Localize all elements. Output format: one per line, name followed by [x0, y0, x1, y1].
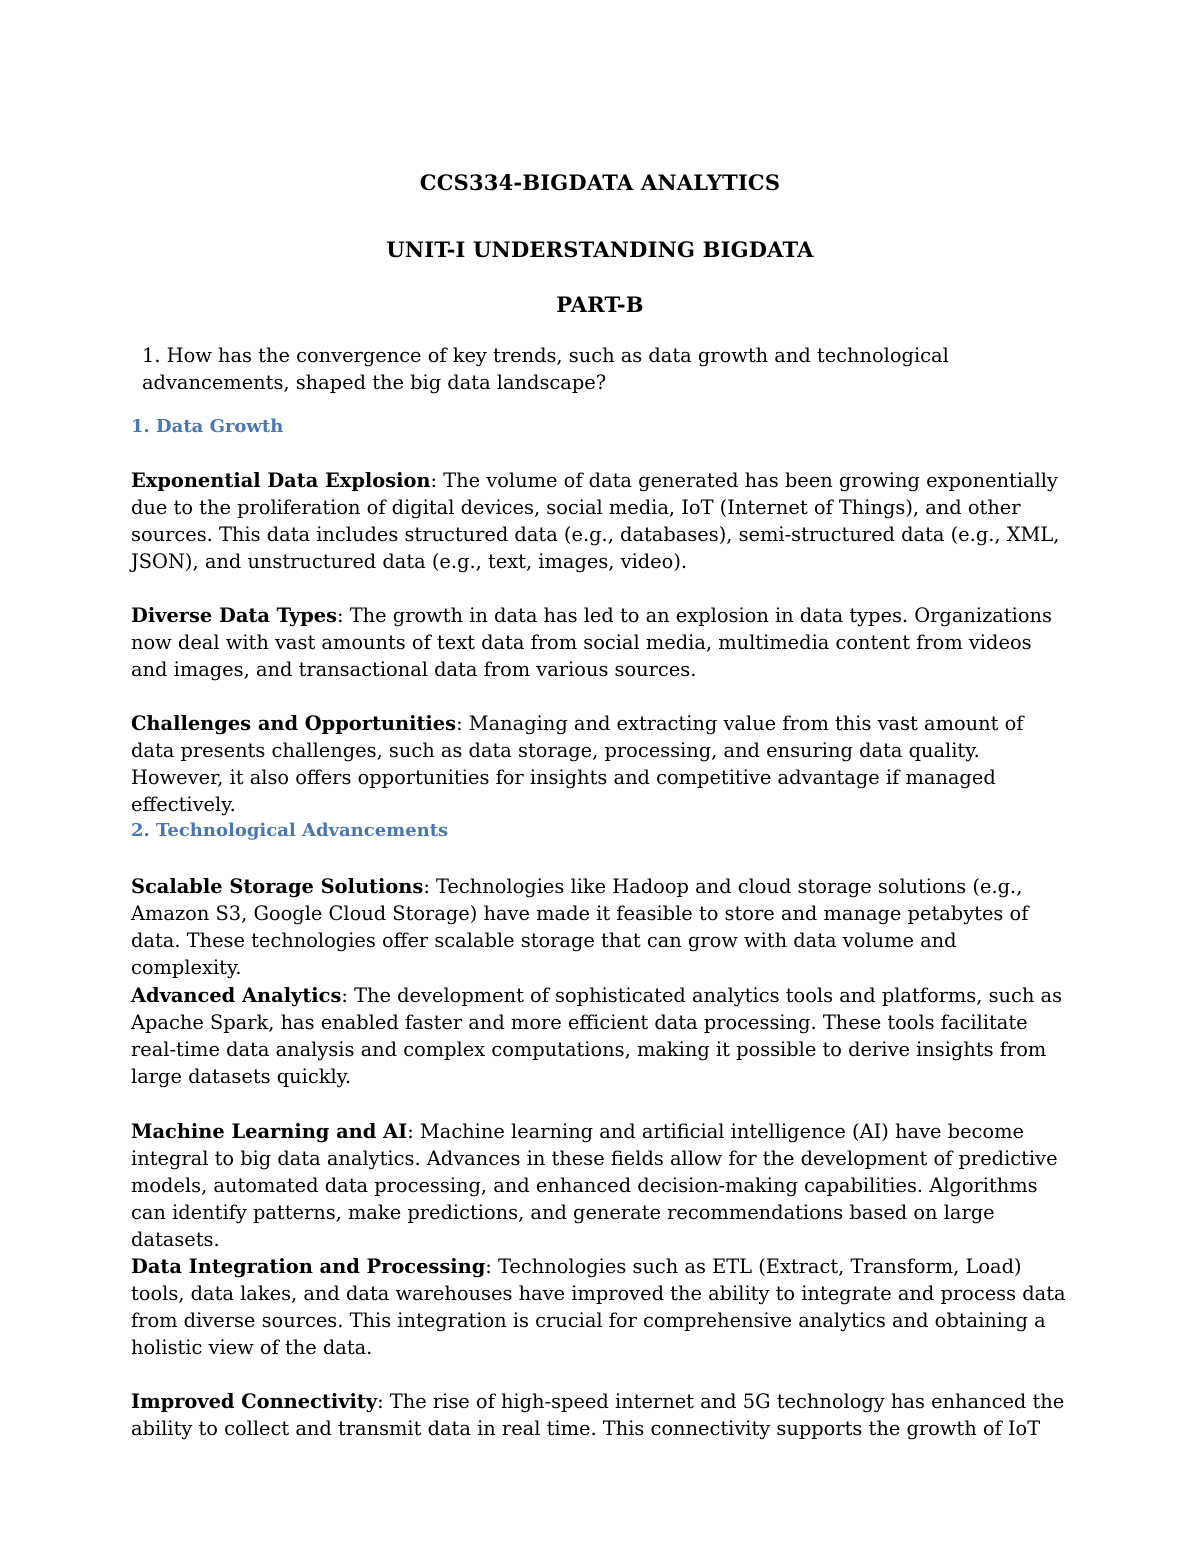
paragraph-machine-learning-and-ai: [131, 1118, 1071, 1253]
paragraph-body: : The development of sophisticated analytics tools and platforms, such as Apache Spark, has enabled faster and more efficient data processing. These tools facilitate real-time data analysis and complex computations, making it possible to derive insights from large datasets quickly.: [131, 984, 1063, 1088]
paragraph-body: : The growth in data has led to an explosion in data types. Organizations now deal with vast amounts of text data from social media, multimedia content from videos and images, and transactional data from various sources.: [131, 604, 1052, 681]
paragraph-data-integration-and-processing: [131, 1253, 1071, 1361]
course-title: CCS334-BIGDATA ANALYTICS: [419, 170, 781, 195]
part-heading: PART-B: [556, 292, 644, 317]
paragraph-body: : Technologies like Hadoop and cloud storage solutions (e.g., Amazon S3, Google Cloud Storage) have made it feasible to store and manage petabytes of data. These technologies offer scalable storage that can grow with data volume and complexity.: [131, 875, 1029, 979]
paragraph-term: Diverse Data Types: [131, 604, 338, 627]
paragraph-exponential-data-explosion: [131, 467, 1071, 575]
paragraph-body: : The volume of data generated has been growing exponentially due to the proliferation of digital devices, social media, IoT (Internet of Things), and other sources. This data includes structured data (e.g., databases), semi-structured data (e.g., XML, JSON), and unstructured data (e.g., text, images, video).: [131, 469, 1060, 573]
paragraph-diverse-data-types: [131, 602, 1071, 683]
paragraph-challenges-and-opportunities: [131, 710, 1071, 818]
paragraph-body: : Technologies such as ETL (Extract, Transform, Load) tools, data lakes, and data warehouses have improved the ability to integrate and process data from diverse sources. This integration is crucial for comprehensive analytics and obtaining a holistic view of the data.: [131, 1255, 1066, 1359]
unit-title: UNIT-I UNDERSTANDING BIGDATA: [386, 237, 814, 262]
paragraph-body: : The rise of high-speed internet and 5G technology has enhanced the ability to collect and transmit data in real time. This connectivity supports the growth of IoT: [131, 1390, 1065, 1440]
paragraph-term: Machine Learning and AI: [131, 1120, 408, 1143]
paragraph-term: Scalable Storage Solutions: [131, 875, 424, 898]
section-heading-technological-advancements: 2. Technological Advancements: [131, 820, 449, 841]
paragraph-advanced-analytics: [131, 982, 1071, 1090]
paragraph-term: Exponential Data Explosion: [131, 469, 431, 492]
question-text: 1. How has the convergence of key trends, such as data growth and technological advancements, shaped the big data landscape?: [142, 344, 949, 394]
paragraph-body: : Managing and extracting value from this vast amount of data presents challenges, such as data storage, processing, and ensuring data quality. However, it also offers opportunities for insights and competitive advantage if managed effectively.: [131, 712, 1024, 816]
paragraph-improved-connectivity: [131, 1388, 1071, 1442]
paragraph-term: Advanced Analytics: [131, 984, 342, 1007]
paragraph-term: Data Integration and Processing: [131, 1255, 486, 1278]
paragraph-term: Challenges and Opportunities: [131, 712, 457, 735]
paragraph-term: Improved Connectivity: [131, 1390, 378, 1413]
paragraph-scalable-storage-solutions: [131, 873, 1071, 981]
paragraph-body: : Machine learning and artificial intelligence (AI) have become integral to big data analytics. Advances in these fields allow for the development of predictive models, automated data processing, and enhanced decision-making capabilities. Algorithms can identify patterns, make predictions, and generate recommendations based on large datasets.: [131, 1120, 1058, 1251]
section-heading-data-growth: 1. Data Growth: [131, 416, 284, 437]
